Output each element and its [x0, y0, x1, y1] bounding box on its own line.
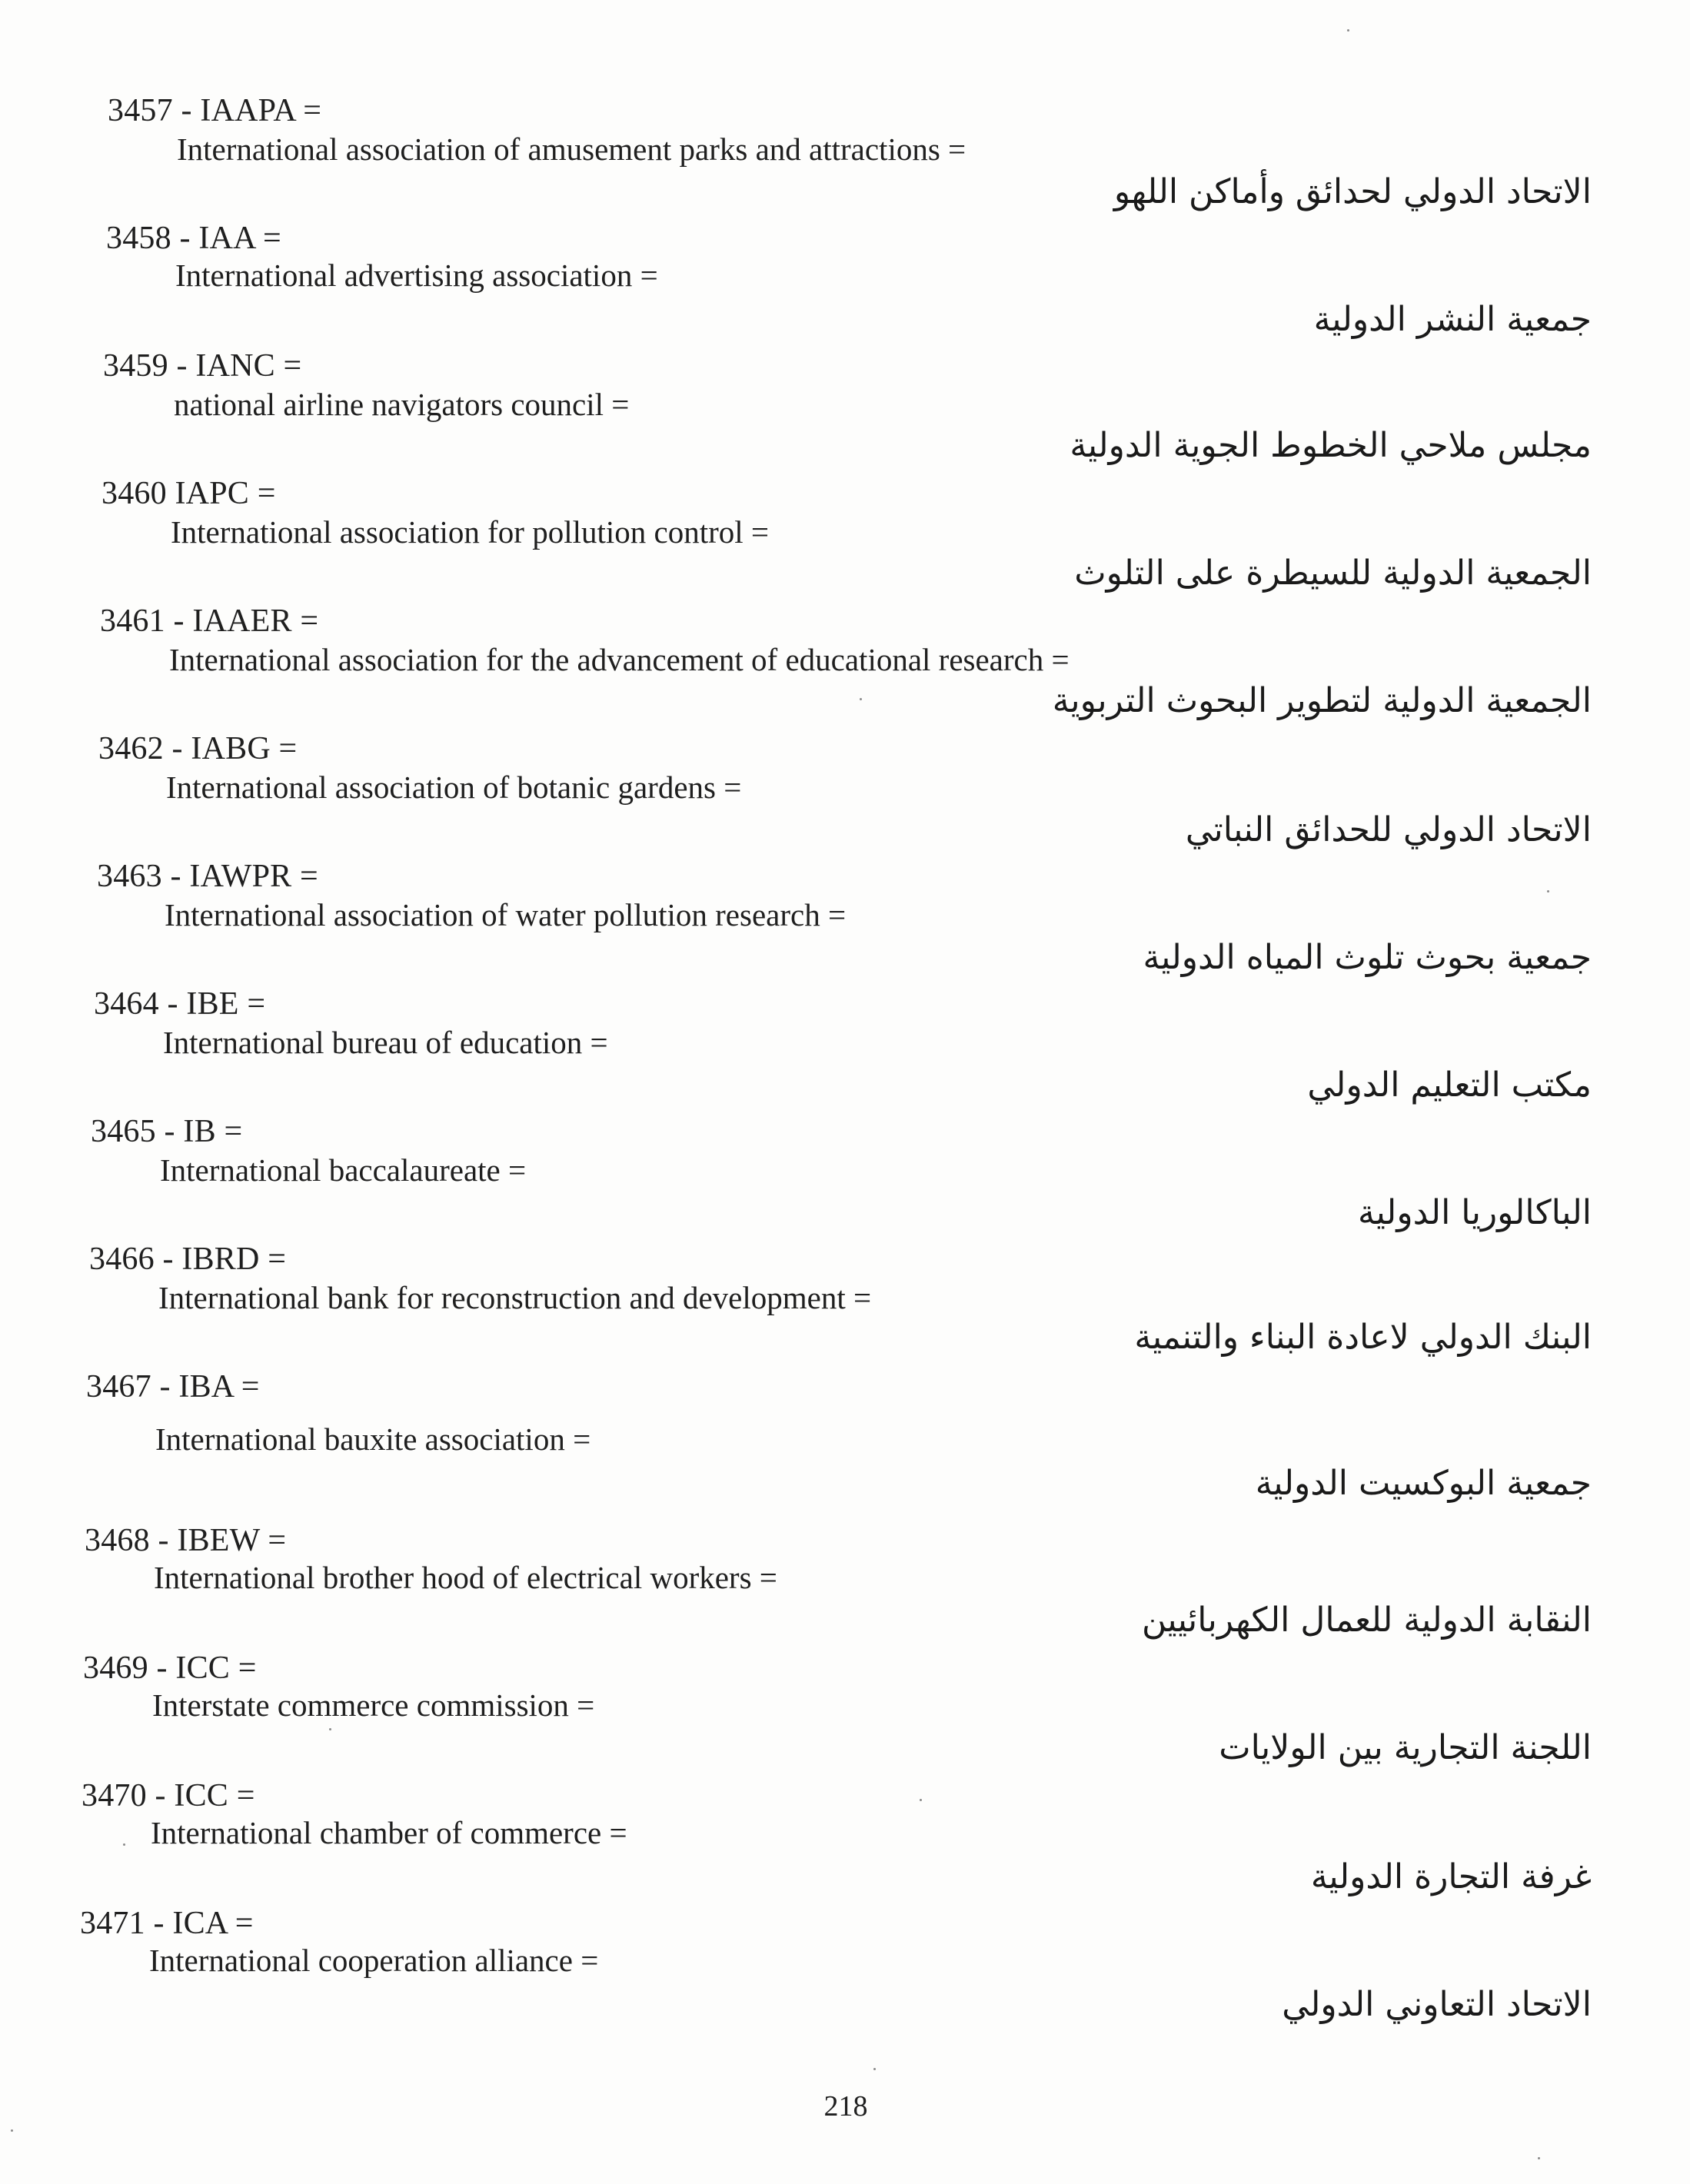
- entry-code: 3467 - IBA =: [86, 1369, 260, 1404]
- page-number: 218: [823, 2090, 868, 2123]
- scan-speck: [11, 2129, 13, 2132]
- entry-arabic-term: الباكالوريا الدولية: [1358, 1193, 1592, 1232]
- entry-arabic-term: جمعية النشر الدولية: [1313, 300, 1592, 339]
- entry-english-term: International brother hood of electrical workers =: [154, 1560, 777, 1595]
- entry-code: 3471 - ICA =: [80, 1906, 254, 1941]
- entry-english-term: International association of water pollution research =: [165, 897, 847, 932]
- entry-arabic-term: جمعية بحوث تلوث المياه الدولية: [1143, 938, 1592, 977]
- entry: [0, 218, 1690, 341]
- entry-arabic-term: جمعية البوكسيت الدولية: [1255, 1464, 1592, 1503]
- entry-english-term: International baccalaureate =: [160, 1152, 527, 1188]
- entry-arabic-term: النقابة الدولية للعمال الكهربائيين: [1141, 1601, 1592, 1640]
- scan-speck: [329, 1728, 331, 1730]
- entry-english-term: International bauxite association =: [155, 1421, 591, 1457]
- entry-code: 3469 - ICC =: [83, 1650, 257, 1686]
- entry: [0, 91, 1690, 214]
- entry: [0, 474, 1690, 597]
- entry-english-term: Interstate commerce commission =: [152, 1687, 595, 1723]
- entry-english-term: International chamber of commerce =: [151, 1815, 627, 1850]
- entry-english-term: International advertising association =: [175, 258, 658, 293]
- scan-speck: [123, 1843, 125, 1846]
- entry-code: 3470 - ICC =: [82, 1778, 255, 1813]
- scan-speck: [920, 1799, 922, 1801]
- entry-arabic-term: مكتب التعليم الدولي: [1307, 1065, 1592, 1105]
- scan-speck: [1347, 29, 1349, 32]
- entry: [0, 1903, 1690, 2026]
- entry-code: 3463 - IAWPR =: [97, 859, 318, 894]
- scan-speck: [860, 698, 862, 700]
- entry-english-term: International association for the advancement of educational research =: [169, 642, 1070, 677]
- entry: [0, 856, 1690, 979]
- entry: [0, 729, 1690, 852]
- entry-arabic-term: الاتحاد الدولي لحدائق وأماكن اللهو: [1113, 172, 1592, 211]
- entry-arabic-term: الاتحاد التعاوني الدولي: [1282, 1985, 1592, 2024]
- entry: [0, 1239, 1690, 1362]
- entry: [0, 1776, 1690, 1899]
- entry-arabic-term: اللجنة التجارية بين الولايات: [1219, 1728, 1592, 1767]
- entry-code: 3461 - IAAER =: [100, 603, 319, 639]
- entry-code: 3465 - IB =: [91, 1114, 243, 1149]
- entry: [0, 1367, 1690, 1503]
- entry: [0, 1521, 1690, 1644]
- entry-code: 3458 - IAA =: [106, 221, 281, 256]
- entry-arabic-term: مجلس ملاحي الخطوط الجوية الدولية: [1070, 426, 1592, 465]
- entry: [0, 1112, 1690, 1235]
- entry-arabic-term: الجمعية الدولية للسيطرة على التلوث: [1074, 553, 1592, 593]
- entry: [0, 984, 1690, 1107]
- scan-speck: [873, 2068, 876, 2070]
- entry: [0, 601, 1690, 724]
- entry-code: 3468 - IBEW =: [85, 1523, 287, 1558]
- entry-english-term: national airline navigators council =: [174, 387, 630, 422]
- entry-english-term: International association of botanic gardens =: [166, 770, 742, 805]
- entry-code: 3462 - IABG =: [98, 731, 298, 766]
- entry-code: 3464 - IBE =: [94, 986, 266, 1022]
- entry-code: 3459 - IANC =: [103, 348, 302, 384]
- entry-code: 3466 - IBRD =: [89, 1242, 287, 1277]
- entry-arabic-term: غرفة التجارة الدولية: [1310, 1857, 1592, 1896]
- entry-english-term: International association of amusement parks and attractions =: [177, 131, 966, 167]
- entry-english-term: International bank for reconstruction and development =: [158, 1280, 872, 1315]
- entry-english-term: International association for pollution control =: [171, 514, 770, 550]
- entry-arabic-term: البنك الدولي لاعادة البناء والتنمية: [1134, 1318, 1592, 1357]
- entry: [0, 346, 1690, 469]
- entry: [0, 1648, 1690, 1771]
- entry-arabic-term: الجمعية الدولية لتطوير البحوث التربوية: [1052, 681, 1592, 720]
- entry-code: 3457 - IAAPA =: [108, 93, 322, 128]
- entry-english-term: International bureau of education =: [163, 1025, 608, 1060]
- entry-english-term: International cooperation alliance =: [149, 1943, 599, 1978]
- entry-arabic-term: الاتحاد الدولي للحدائق النباتي: [1185, 810, 1592, 849]
- entry-code: 3460 IAPC =: [101, 476, 276, 511]
- scan-speck: [1538, 2157, 1540, 2159]
- scan-speck: [1547, 890, 1549, 893]
